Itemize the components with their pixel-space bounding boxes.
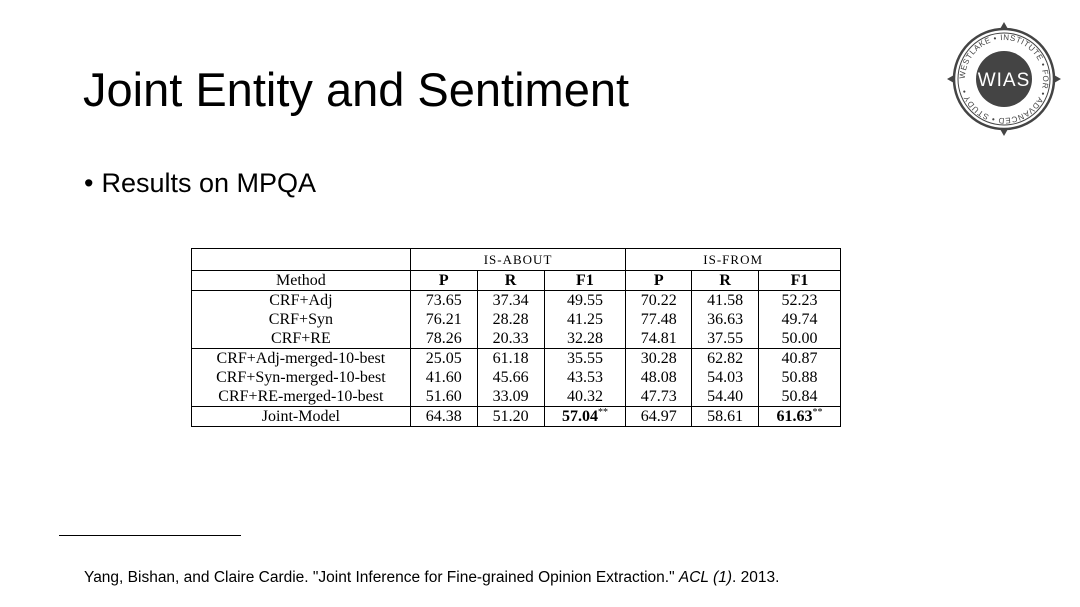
significance-marker: ** (812, 407, 823, 418)
value-cell: 50.84 (759, 387, 841, 407)
value-cell: 62.82 (692, 349, 759, 369)
value-cell: 49.74 (759, 310, 841, 329)
method-cell: CRF+Adj (192, 291, 411, 311)
value-cell: 78.26 (410, 329, 477, 349)
column-header: R (477, 271, 544, 291)
table-row (192, 368, 841, 387)
method-cell: CRF+Adj-merged-10-best (192, 349, 411, 369)
column-header: P (626, 271, 692, 291)
slide-title: Joint Entity and Sentiment (83, 63, 630, 116)
value-cell: 28.28 (477, 310, 544, 329)
value-cell: 52.23 (759, 291, 841, 311)
value-cell: 73.65 (410, 291, 477, 311)
wias-logo (945, 20, 1063, 138)
table-row (192, 329, 841, 349)
table-row (192, 310, 841, 329)
value-cell: 54.03 (692, 368, 759, 387)
value-cell: 77.48 (626, 310, 692, 329)
value-cell: 51.20 (477, 407, 544, 427)
value-cell-best (544, 407, 626, 427)
bullet-dot: • (84, 168, 94, 198)
logo-ring-text: WESTLAKE • INSTITUTE • FOR • ADVANCED • STUDY • (957, 32, 1051, 126)
citation-authors: Yang, Bishan, and Claire Cardie. (84, 569, 313, 586)
column-header-row (192, 271, 841, 291)
value-cell: 64.97 (626, 407, 692, 427)
value-cell: 51.60 (410, 387, 477, 407)
citation (84, 568, 779, 588)
method-cell: Joint-Model (192, 407, 411, 427)
table-row (192, 407, 841, 427)
value-cell: 40.87 (759, 349, 841, 369)
citation-year: . 2013. (732, 569, 780, 586)
value-cell: 41.60 (410, 368, 477, 387)
value-cell: 30.28 (626, 349, 692, 369)
method-cell: CRF+Syn-merged-10-best (192, 368, 411, 387)
best-value: 61.63 (776, 408, 813, 425)
value-cell: 43.53 (544, 368, 626, 387)
group-header-row (192, 249, 841, 271)
value-cell: 41.25 (544, 310, 626, 329)
value-cell: 50.00 (759, 329, 841, 349)
group-header-is-about: IS-ABOUT (410, 249, 626, 271)
method-cell: CRF+RE (192, 329, 411, 349)
bullet-text: Results on MPQA (101, 168, 317, 198)
footnote-divider (59, 535, 241, 536)
value-cell: 49.55 (544, 291, 626, 311)
value-cell: 40.32 (544, 387, 626, 407)
column-header: Method (192, 271, 411, 291)
value-cell: 33.09 (477, 387, 544, 407)
column-header: R (692, 271, 759, 291)
best-value: 57.04 (561, 408, 598, 425)
value-cell: 50.88 (759, 368, 841, 387)
table-row (192, 387, 841, 407)
value-cell: 70.22 (626, 291, 692, 311)
value-cell: 41.58 (692, 291, 759, 311)
table-row (192, 291, 841, 311)
method-cell: CRF+Syn (192, 310, 411, 329)
method-cell: CRF+RE-merged-10-best (192, 387, 411, 407)
logo-text: WIAS (977, 70, 1031, 91)
value-cell: 37.55 (692, 329, 759, 349)
value-cell: 45.66 (477, 368, 544, 387)
group-header-is-from: IS-FROM (626, 249, 841, 271)
value-cell: 37.34 (477, 291, 544, 311)
value-cell: 74.81 (626, 329, 692, 349)
value-cell: 48.08 (626, 368, 692, 387)
value-cell: 25.05 (410, 349, 477, 369)
value-cell: 64.38 (410, 407, 477, 427)
bullet-item (84, 166, 316, 200)
citation-title: "Joint Inference for Fine-grained Opinion Extraction." (312, 569, 679, 586)
table-row (192, 349, 841, 369)
value-cell: 36.63 (692, 310, 759, 329)
empty-header-cell (192, 249, 411, 271)
value-cell: 20.33 (477, 329, 544, 349)
column-header: F1 (544, 271, 626, 291)
value-cell-best (759, 407, 841, 427)
value-cell: 58.61 (692, 407, 759, 427)
results-table (191, 248, 841, 427)
value-cell: 61.18 (477, 349, 544, 369)
significance-marker: ** (597, 407, 608, 418)
value-cell: 32.28 (544, 329, 626, 349)
column-header: P (410, 271, 477, 291)
value-cell: 54.40 (692, 387, 759, 407)
value-cell: 47.73 (626, 387, 692, 407)
value-cell: 76.21 (410, 310, 477, 329)
value-cell: 35.55 (544, 349, 626, 369)
citation-venue: ACL (1) (678, 569, 732, 586)
column-header: F1 (759, 271, 841, 291)
